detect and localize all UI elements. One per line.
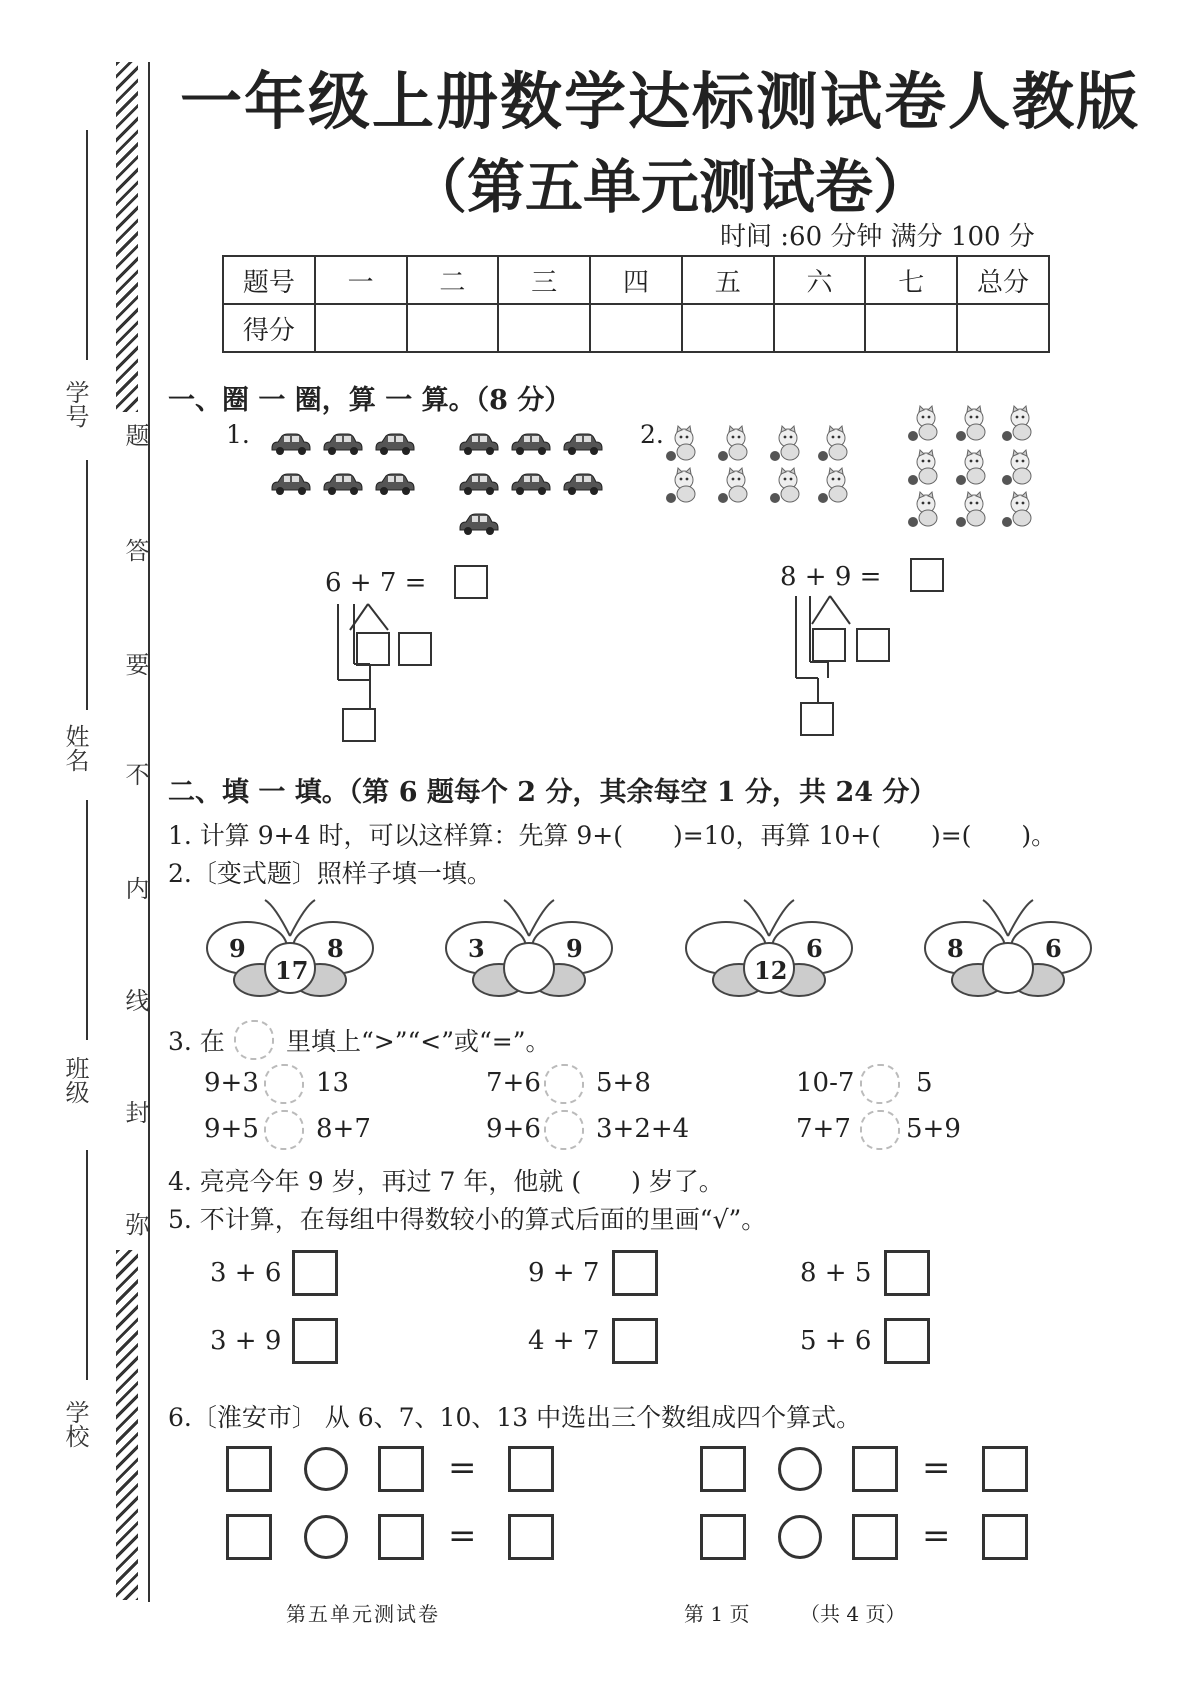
cat-icon xyxy=(998,490,1038,530)
car-icon xyxy=(372,470,416,496)
footer-total: （共 4 页） xyxy=(800,1602,906,1626)
compare-right: 5+8 xyxy=(596,1068,651,1098)
car-icon xyxy=(268,430,312,456)
seal-char: 弥 xyxy=(121,1212,149,1236)
car-icon xyxy=(456,470,500,496)
question-5: 5. 不计算，在每组中得数较小的算式后面的里画“√”。 xyxy=(168,1205,767,1234)
operator-circle[interactable] xyxy=(778,1515,822,1559)
butterfly xyxy=(684,896,854,1006)
q5-expression: 8 + 5 xyxy=(800,1258,872,1288)
number-box[interactable] xyxy=(852,1446,898,1492)
compare-right: 13 xyxy=(316,1068,350,1098)
result-box[interactable] xyxy=(800,702,834,736)
cat-icon xyxy=(952,404,992,444)
question-4: 4. 亮亮今年 9 岁，再过 7 年，他就 ( ) 岁了。 xyxy=(168,1167,724,1196)
butterfly-center-value: 17 xyxy=(275,956,309,985)
page-subtitle: （第五单元测试卷） xyxy=(408,153,931,221)
cat-icon xyxy=(662,466,702,506)
compare-slot[interactable] xyxy=(544,1110,584,1150)
score-cell[interactable] xyxy=(315,304,407,352)
score-table xyxy=(222,255,1050,353)
table-header-cell: 七 xyxy=(865,256,957,304)
car-icon xyxy=(320,430,364,456)
split-box[interactable] xyxy=(812,628,846,662)
butterfly-left-value: 9 xyxy=(229,934,246,963)
number-box[interactable] xyxy=(700,1514,746,1560)
table-header-cell: 二 xyxy=(407,256,499,304)
check-box[interactable] xyxy=(292,1250,338,1296)
number-box[interactable] xyxy=(852,1514,898,1560)
equation-row xyxy=(226,1512,566,1562)
check-box[interactable] xyxy=(884,1250,930,1296)
compare-right: 5 xyxy=(916,1068,933,1098)
name-label: 姓名 xyxy=(61,724,89,772)
operator-circle[interactable] xyxy=(304,1447,348,1491)
check-box[interactable] xyxy=(884,1318,930,1364)
q5-expression: 4 + 7 xyxy=(528,1326,600,1356)
equation-row xyxy=(700,1512,1040,1562)
compare-right: 5+9 xyxy=(906,1114,961,1144)
cat-icon xyxy=(904,448,944,488)
section2-heading: 二、填 一 填。（第 6 题每个 2 分，其余每空 1 分，共 24 分） xyxy=(168,777,937,808)
q1-number: 1. xyxy=(226,420,250,449)
class-label: 班级 xyxy=(61,1056,89,1104)
compare-right: 3+2+4 xyxy=(596,1114,690,1144)
table-header-cell: 六 xyxy=(774,256,866,304)
cat-icon xyxy=(952,448,992,488)
butterfly-left-value: 3 xyxy=(468,934,485,963)
page-title: 一年级上册数学达标测试卷人教版 xyxy=(180,65,1141,138)
number-box[interactable] xyxy=(378,1446,424,1492)
compare-left: 9+3 xyxy=(204,1068,259,1098)
check-box[interactable] xyxy=(612,1318,658,1364)
butterfly-right-value: 8 xyxy=(327,934,344,963)
car-icon xyxy=(508,430,552,456)
split-box[interactable] xyxy=(856,628,890,662)
hatch-top xyxy=(116,62,138,412)
time-score-info: 时间 :60 分钟 满分 100 分 xyxy=(720,222,1035,252)
footer-page: 第 1 页 xyxy=(684,1602,750,1626)
compare-left: 9+5 xyxy=(204,1114,259,1144)
result-box[interactable] xyxy=(508,1446,554,1492)
cat-icon xyxy=(714,424,754,464)
compare-left: 7+7 xyxy=(796,1114,851,1144)
equals-sign: = xyxy=(922,1448,951,1488)
cat-icon xyxy=(952,490,992,530)
cat-icon xyxy=(766,466,806,506)
q5-expression: 3 + 6 xyxy=(210,1258,282,1288)
score-cell[interactable] xyxy=(407,304,499,352)
butterfly xyxy=(444,896,614,1006)
cat-icon xyxy=(998,448,1038,488)
seal-char: 线 xyxy=(121,988,149,1012)
hatch-bottom xyxy=(116,1250,138,1600)
car-icon xyxy=(560,470,604,496)
q2-expression: 8 + 9 = xyxy=(780,562,882,592)
result-box[interactable] xyxy=(342,708,376,742)
cat-icon xyxy=(714,466,754,506)
score-cell[interactable] xyxy=(590,304,682,352)
student-id-label: 学号 xyxy=(61,380,89,428)
split-box[interactable] xyxy=(398,632,432,666)
q5-expression: 3 + 9 xyxy=(210,1326,282,1356)
compare-slot[interactable] xyxy=(860,1064,900,1104)
check-box[interactable] xyxy=(292,1318,338,1364)
check-box[interactable] xyxy=(612,1250,658,1296)
compare-right: 8+7 xyxy=(316,1114,371,1144)
q1-expression: 6 + 7 = xyxy=(325,568,427,598)
question-6: 6.〔淮安市〕 从 6、7、10、13 中选出三个数组成四个算式。 xyxy=(168,1403,862,1432)
question-3-text: 里填上“>”“<”或“=”。 xyxy=(286,1027,551,1056)
score-cell[interactable] xyxy=(682,304,774,352)
cat-icon xyxy=(904,490,944,530)
compare-slot[interactable] xyxy=(264,1064,304,1104)
number-box[interactable] xyxy=(226,1446,272,1492)
equals-sign: = xyxy=(448,1448,477,1488)
score-cell[interactable] xyxy=(865,304,957,352)
operator-circle[interactable] xyxy=(304,1515,348,1559)
table-header-cell: 四 xyxy=(590,256,682,304)
cat-icon xyxy=(662,424,702,464)
table-header-cell: 题号 xyxy=(223,256,315,304)
seal-char: 题 xyxy=(121,423,149,447)
cat-icon xyxy=(998,404,1038,444)
butterfly-center-value: 12 xyxy=(754,956,788,985)
result-box[interactable] xyxy=(508,1514,554,1560)
compare-slot[interactable] xyxy=(264,1110,304,1150)
table-header-cell: 五 xyxy=(682,256,774,304)
equation-row xyxy=(226,1444,566,1494)
operator-circle[interactable] xyxy=(778,1447,822,1491)
compare-slot[interactable] xyxy=(860,1110,900,1150)
car-icon xyxy=(456,510,500,536)
question-1: 1. 计算 9+4 时，可以这样算：先算 9+( )=10，再算 10+( )=( )。 xyxy=(168,821,1057,850)
cat-icon xyxy=(814,424,854,464)
score-cell[interactable] xyxy=(957,304,1049,352)
table-header-cell: 总分 xyxy=(957,256,1049,304)
question-2: 2.〔变式题〕照样子填一填。 xyxy=(168,859,492,888)
table-header-cell: 三 xyxy=(498,256,590,304)
question-3-prefix: 3. 在 xyxy=(168,1027,225,1056)
score-cell[interactable] xyxy=(774,304,866,352)
cloud-icon xyxy=(234,1020,274,1060)
result-box[interactable] xyxy=(982,1446,1028,1492)
butterfly-left-value: 8 xyxy=(947,934,964,963)
result-box[interactable] xyxy=(982,1514,1028,1560)
equation-row xyxy=(700,1444,1040,1494)
seal-char: 要 xyxy=(121,652,149,676)
car-icon xyxy=(560,430,604,456)
equals-sign: = xyxy=(448,1516,477,1556)
cat-icon xyxy=(814,466,854,506)
butterfly xyxy=(205,896,375,1006)
number-box[interactable] xyxy=(378,1514,424,1560)
butterfly-right-value: 9 xyxy=(566,934,583,963)
number-box[interactable] xyxy=(700,1446,746,1492)
compare-left: 10-7 xyxy=(796,1068,855,1098)
cat-icon xyxy=(766,424,806,464)
answer-box[interactable] xyxy=(910,558,944,592)
car-icon xyxy=(268,470,312,496)
footer-title: 第五单元测试卷 xyxy=(286,1602,440,1626)
number-box[interactable] xyxy=(226,1514,272,1560)
seal-char: 不 xyxy=(121,762,149,786)
score-cell[interactable] xyxy=(498,304,590,352)
seal-char: 内 xyxy=(121,876,149,900)
answer-box[interactable] xyxy=(454,565,488,599)
car-icon xyxy=(508,470,552,496)
butterfly-right-value: 6 xyxy=(806,934,823,963)
compare-left: 9+6 xyxy=(486,1114,541,1144)
cat-icon xyxy=(904,404,944,444)
car-icon xyxy=(372,430,416,456)
butterfly xyxy=(923,896,1093,1006)
school-label: 学校 xyxy=(61,1400,89,1448)
seal-char: 封 xyxy=(121,1100,149,1124)
q2-number: 2. xyxy=(640,420,664,449)
seal-char: 答 xyxy=(121,538,149,562)
car-icon xyxy=(456,430,500,456)
section1-heading: 一、圈 一 圈，算 一 算。（8 分） xyxy=(168,385,572,416)
compare-slot[interactable] xyxy=(544,1064,584,1104)
score-row-label: 得分 xyxy=(223,304,315,352)
q5-expression: 9 + 7 xyxy=(528,1258,600,1288)
q5-expression: 5 + 6 xyxy=(800,1326,872,1356)
table-header-cell: 一 xyxy=(315,256,407,304)
split-box[interactable] xyxy=(356,632,390,666)
butterfly-right-value: 6 xyxy=(1045,934,1062,963)
equals-sign: = xyxy=(922,1516,951,1556)
compare-left: 7+6 xyxy=(486,1068,541,1098)
car-icon xyxy=(320,470,364,496)
